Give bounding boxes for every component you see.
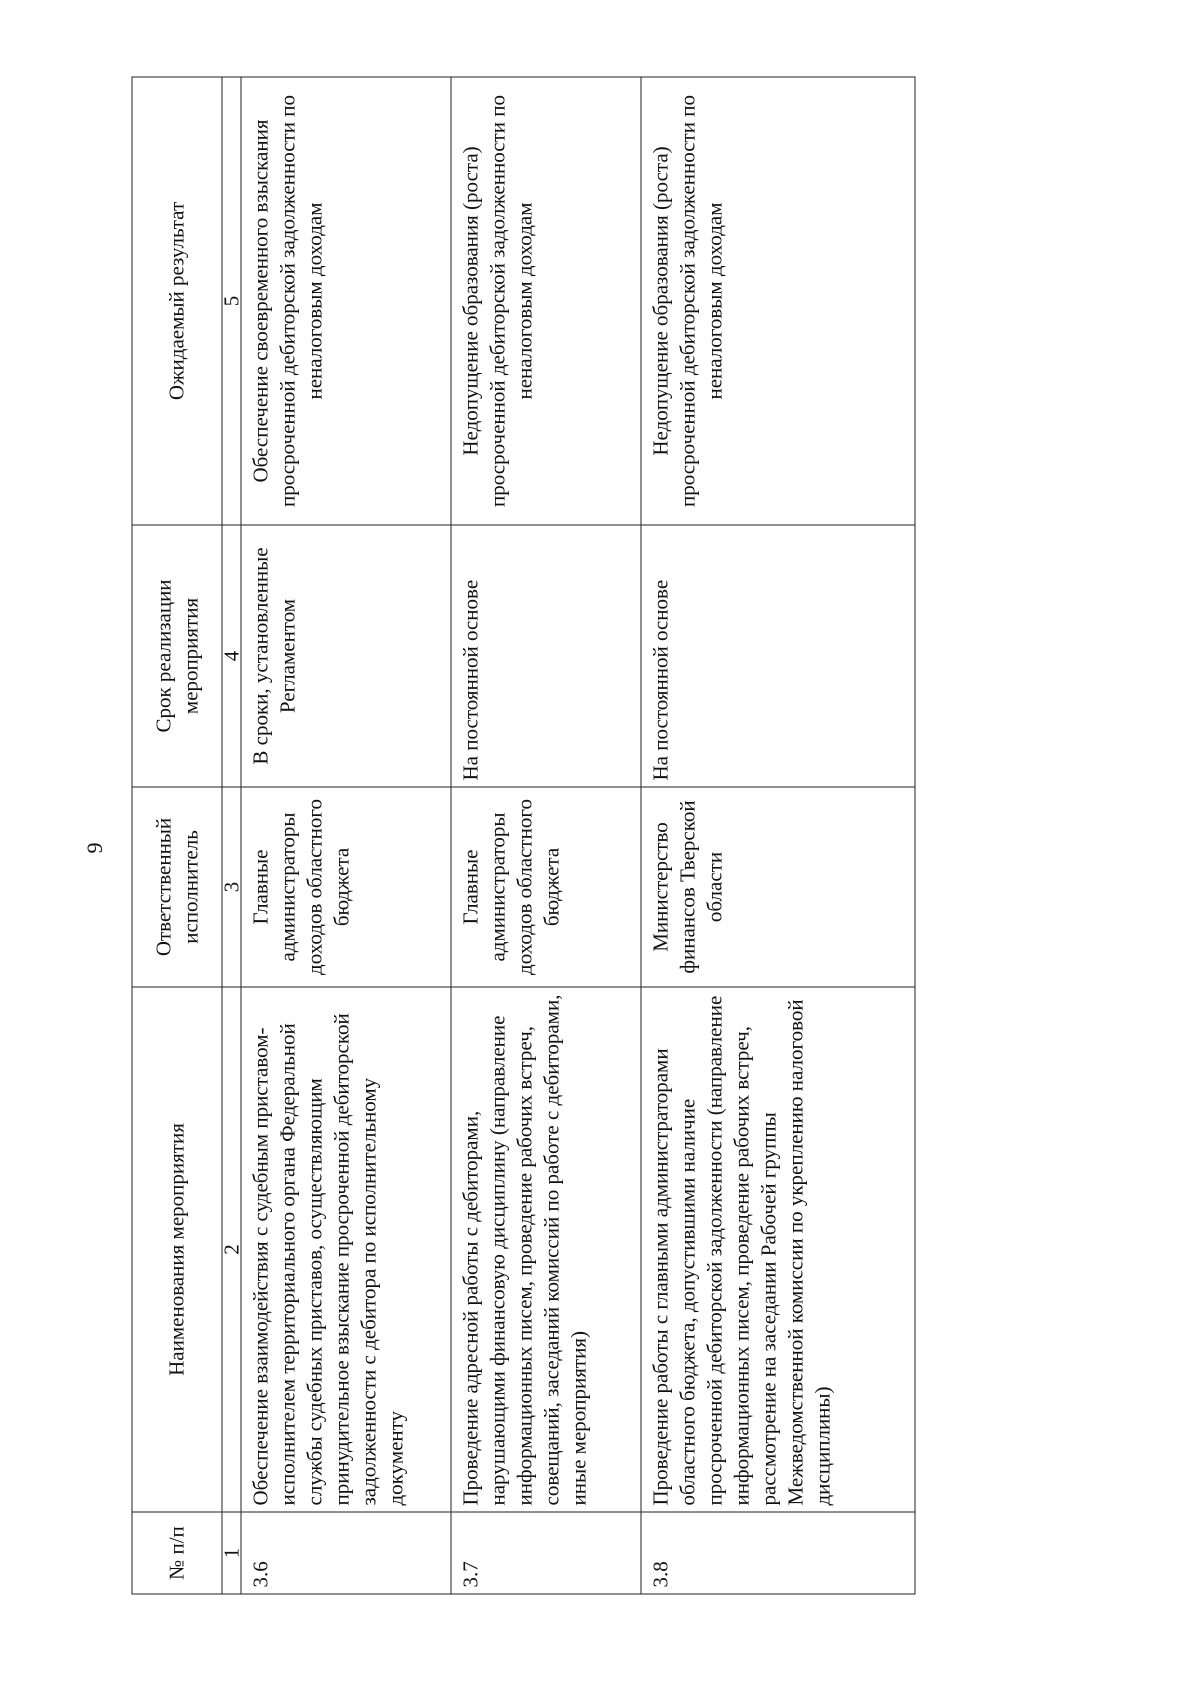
result-cell: Недопущение образования (роста) просроченной дебиторской задолженности по неналоговым доходам — [641, 77, 915, 525]
header-cell-number: № п/п — [132, 1512, 222, 1594]
column-number-cell: 5 — [222, 77, 241, 525]
row-number-cell: 3.7 — [451, 1512, 641, 1594]
table-header-row — [132, 77, 222, 1594]
table-row — [641, 77, 915, 1594]
executor-cell: Главные администраторы доходов областного бюджета — [451, 787, 641, 987]
table-row — [451, 77, 641, 1594]
measure-name-cell: Проведение адресной работы с дебиторами, нарушающими финансовую дисциплину (направление информационных писем, проведение рабочих встреч, совещаний, заседаний комиссий по работе с дебиторами, иные мероприятия) — [451, 987, 641, 1512]
column-number-cell: 4 — [222, 525, 241, 787]
result-cell: Недопущение образования (роста) просроченной дебиторской задолженности по неналоговым доходам — [451, 77, 641, 525]
executor-cell: Министерство финансов Тверской области — [641, 787, 915, 987]
column-number-row — [222, 77, 241, 1594]
header-cell-result: Ожидаемый результат — [132, 77, 222, 525]
measure-name-cell: Обеспечение взаимодействия с судебным приставом-исполнителем территориального органа Федеральной службы судебных приставов, осуществляющим принудительное взыскание просроченной дебиторской задолженности с дебитора по исполнительному документу — [241, 987, 451, 1512]
deadline-cell: На постоянной основе — [641, 525, 915, 787]
executor-cell: Главные администраторы доходов областного бюджета — [241, 787, 451, 987]
row-number-cell: 3.8 — [641, 1512, 915, 1594]
column-number-cell: 3 — [222, 787, 241, 987]
deadline-cell: На постоянной основе — [451, 525, 641, 787]
result-cell: Обеспечение своевременного взыскания просроченной дебиторской задолженности по неналоговым доходам — [241, 77, 451, 525]
deadline-cell: В сроки, установленные Регламентом — [241, 525, 451, 787]
measures-table — [131, 77, 915, 1595]
header-cell-executor: Ответственный исполнитель — [132, 787, 222, 987]
table-row — [241, 77, 451, 1594]
page-number: 9 — [82, 842, 107, 854]
column-number-cell: 2 — [222, 987, 241, 1512]
column-number-cell: 1 — [222, 1512, 241, 1594]
row-number-cell: 3.6 — [241, 1512, 451, 1594]
rotated-table-container — [131, 78, 913, 1595]
header-cell-name: Наименования мероприятия — [132, 987, 222, 1512]
measure-name-cell: Проведение работы с главными администраторами областного бюджета, допустившими наличие просроченной дебиторской задолженности (направление информационных писем, проведение рабочих встреч, рассмотрение на заседании Рабочей группы Межведомственной комиссии по укреплению налоговой дисциплины) — [641, 987, 915, 1512]
header-cell-deadline: Срок реализации мероприятия — [132, 525, 222, 787]
